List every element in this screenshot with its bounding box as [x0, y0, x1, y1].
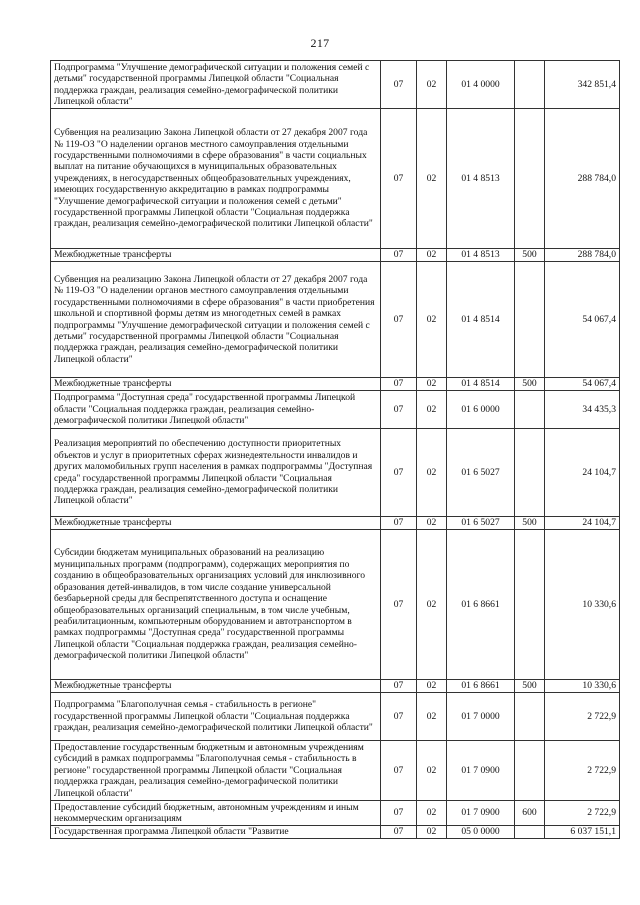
row-name: Межбюджетные трансферты	[51, 680, 381, 693]
row-target: 01 7 0900	[447, 801, 515, 826]
table-row	[51, 530, 620, 680]
row-section: 07	[381, 680, 417, 693]
row-section: 07	[381, 429, 417, 517]
row-target: 01 4 8513	[447, 249, 515, 262]
row-expense-type	[515, 826, 545, 839]
row-subsection: 02	[417, 61, 447, 109]
row-expense-type	[515, 429, 545, 517]
row-expense-type: 500	[515, 517, 545, 530]
row-amount: 54 067,4	[545, 378, 620, 391]
row-name: Предоставление субсидий бюджетным, автономным учреждениям и иным некоммерческим организациям	[51, 801, 381, 826]
row-expense-type	[515, 109, 545, 249]
row-subsection: 02	[417, 517, 447, 530]
row-amount: 6 037 151,1	[545, 826, 620, 839]
row-subsection: 02	[417, 530, 447, 680]
table-row	[51, 429, 620, 517]
row-target: 01 7 0000	[447, 693, 515, 741]
row-subsection: 02	[417, 262, 447, 378]
row-name: Предоставление государственным бюджетным и автономным учреждениям субсидий в рамках подпрограммы "Благополучная семья - стабильность в регионе" государственной программы Липецкой области "Социальная поддержка граждан, реализация семейно-демографической политики Липецкой области"	[51, 741, 381, 801]
row-expense-type: 600	[515, 801, 545, 826]
row-section: 07	[381, 262, 417, 378]
table-row	[51, 262, 620, 378]
table-row	[51, 801, 620, 826]
row-section: 07	[381, 693, 417, 741]
table-row	[51, 249, 620, 262]
row-target: 01 4 8513	[447, 109, 515, 249]
row-target: 01 4 8514	[447, 262, 515, 378]
row-expense-type	[515, 530, 545, 680]
row-amount: 288 784,0	[545, 109, 620, 249]
row-name: Межбюджетные трансферты	[51, 378, 381, 391]
row-section: 07	[381, 826, 417, 839]
row-subsection: 02	[417, 680, 447, 693]
row-subsection: 02	[417, 378, 447, 391]
row-target: 01 6 8661	[447, 680, 515, 693]
row-amount: 54 067,4	[545, 262, 620, 378]
row-target: 01 4 0000	[447, 61, 515, 109]
row-section: 07	[381, 249, 417, 262]
table-row	[51, 826, 620, 839]
row-name: Субвенция на реализацию Закона Липецкой области от 27 декабря 2007 года № 119-ОЗ "О наделении органов местного самоуправления отдельными государственными полномочиями в сфере образования" в части социальных выплат на питание обучающихся в муниципальных образовательных учреждениях, в негосударственных общеобразовательных учреждениях, имеющих государственную аккредитацию в рамках подпрограммы "Улучшение демографической ситуации и положения семей с детьми" государственной программы Липецкой области "Социальная поддержка граждан, реализация семейно-демографической политики Липецкой области"	[51, 109, 381, 249]
row-name: Реализация мероприятий по обеспечению доступности приоритетных объектов и услуг в приоритетных сферах жизнедеятельности инвалидов и других маломобильных групп населения в рамках подпрограммы "Доступная среда" государственной программы Липецкой области "Социальная поддержка граждан, реализация семейно-демографической политики Липецкой области"	[51, 429, 381, 517]
row-subsection: 02	[417, 429, 447, 517]
row-subsection: 02	[417, 249, 447, 262]
row-amount: 10 330,6	[545, 680, 620, 693]
row-expense-type	[515, 391, 545, 429]
row-name: Межбюджетные трансферты	[51, 249, 381, 262]
row-amount: 342 851,4	[545, 61, 620, 109]
row-amount: 24 104,7	[545, 429, 620, 517]
row-section: 07	[381, 391, 417, 429]
table-row	[51, 109, 620, 249]
row-target: 01 6 5027	[447, 429, 515, 517]
row-amount: 34 435,3	[545, 391, 620, 429]
row-amount: 24 104,7	[545, 517, 620, 530]
row-name: Подпрограмма "Благополучная семья - стабильность в регионе" государственной программы Липецкой области "Социальная поддержка граждан, реализация семейно-демографической политики Липецкой области"	[51, 693, 381, 741]
row-target: 01 7 0900	[447, 741, 515, 801]
row-amount: 10 330,6	[545, 530, 620, 680]
row-amount: 2 722,9	[545, 741, 620, 801]
row-name: Государственная программа Липецкой области "Развитие	[51, 826, 381, 839]
row-target: 05 0 0000	[447, 826, 515, 839]
budget-table	[50, 60, 620, 839]
row-expense-type: 500	[515, 680, 545, 693]
row-subsection: 02	[417, 801, 447, 826]
row-amount: 288 784,0	[545, 249, 620, 262]
row-name: Субсидии бюджетам муниципальных образований на реализацию муниципальных программ (подпрограмм), содержащих мероприятия по созданию в общеобразовательных организациях условий для инклюзивного образования детей-инвалидов, в том числе создание универсальной безбарьерной среды для беспрепятственного доступа и оснащение общеобразовательных организаций специальным, в том числе учебным, реабилитационным, компьютерным оборудованием и автотранспортом в рамках подпрограммы "Доступная среда" государственной программы Липецкой области "Социальная поддержка граждан, реализация семейно-демографической политики Липецкой области"	[51, 530, 381, 680]
row-expense-type: 500	[515, 249, 545, 262]
row-amount: 2 722,9	[545, 693, 620, 741]
row-expense-type	[515, 741, 545, 801]
row-name: Подпрограмма "Улучшение демографической ситуации и положения семей с детьми" государственной программы Липецкой области "Социальная поддержка граждан, реализация семейно-демографической политики Липецкой области"	[51, 61, 381, 109]
row-target: 01 6 0000	[447, 391, 515, 429]
row-subsection: 02	[417, 109, 447, 249]
table-row	[51, 680, 620, 693]
row-subsection: 02	[417, 741, 447, 801]
table-row	[51, 391, 620, 429]
row-section: 07	[381, 109, 417, 249]
row-section: 07	[381, 378, 417, 391]
table-row	[51, 378, 620, 391]
table-row	[51, 693, 620, 741]
row-subsection: 02	[417, 693, 447, 741]
row-name: Межбюджетные трансферты	[51, 517, 381, 530]
row-expense-type	[515, 693, 545, 741]
row-expense-type	[515, 61, 545, 109]
row-target: 01 4 8514	[447, 378, 515, 391]
table-row	[51, 61, 620, 109]
row-section: 07	[381, 517, 417, 530]
row-target: 01 6 8661	[447, 530, 515, 680]
table-row	[51, 741, 620, 801]
row-name: Подпрограмма "Доступная среда" государственной программы Липецкой области "Социальная поддержка граждан, реализация семейно-демографической политики Липецкой области"	[51, 391, 381, 429]
row-subsection: 02	[417, 391, 447, 429]
row-expense-type: 500	[515, 378, 545, 391]
row-name: Субвенция на реализацию Закона Липецкой области от 27 декабря 2007 года № 119-ОЗ "О наделении органов местного самоуправления отдельными государственными полномочиями в сфере образования" в части приобретения школьной и спортивной формы детям из многодетных семей в рамках подпрограммы "Улучшение демографической ситуации и положения семей с детьми" государственной программы Липецкой области "Социальная поддержка граждан, реализация семейно-демографической политики Липецкой области"	[51, 262, 381, 378]
table-row	[51, 517, 620, 530]
row-section: 07	[381, 530, 417, 680]
row-expense-type	[515, 262, 545, 378]
page-number: 217	[310, 36, 330, 50]
row-section: 07	[381, 801, 417, 826]
row-section: 07	[381, 741, 417, 801]
row-subsection: 02	[417, 826, 447, 839]
row-target: 01 6 5027	[447, 517, 515, 530]
row-section: 07	[381, 61, 417, 109]
row-amount: 2 722,9	[545, 801, 620, 826]
